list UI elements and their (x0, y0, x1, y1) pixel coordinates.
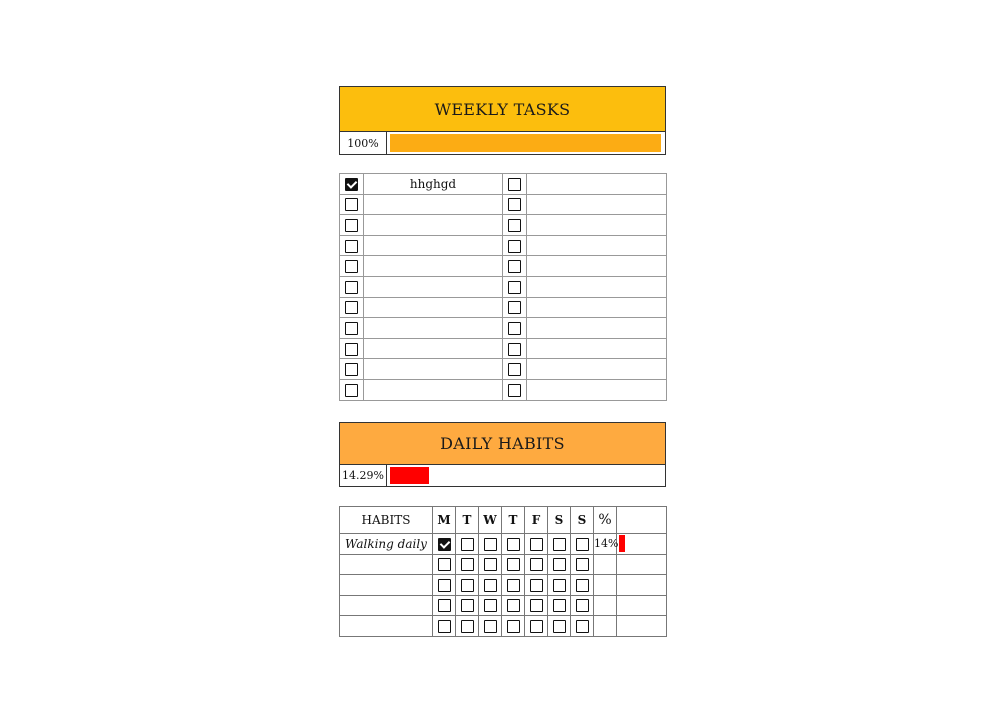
task-text[interactable] (364, 235, 503, 256)
task-right-check-cell (503, 297, 527, 318)
habit-day-cell (479, 534, 502, 555)
habit-bar-cell (617, 575, 667, 596)
task-checkbox[interactable] (508, 178, 521, 191)
task-left-check-cell (340, 379, 364, 400)
habit-day-cell (433, 595, 456, 616)
task-checkbox[interactable] (508, 281, 521, 294)
task-checkbox[interactable] (345, 363, 358, 376)
weekly-progress-label: 100% (340, 132, 387, 154)
task-left-check-cell (340, 235, 364, 256)
daily-progress-label: 14.29% (340, 465, 387, 486)
table-row (340, 379, 667, 400)
table-row (340, 297, 667, 318)
day-header: T (456, 507, 479, 534)
habit-percent (594, 575, 617, 596)
task-checkbox[interactable] (508, 384, 521, 397)
task-checkbox[interactable] (508, 260, 521, 273)
task-checkbox[interactable] (508, 343, 521, 356)
habit-day-cell (548, 554, 571, 575)
habit-day-cell (502, 595, 525, 616)
day-header: S (571, 507, 594, 534)
table-row (340, 215, 667, 236)
habit-bar-cell (617, 554, 667, 575)
habit-checkbox[interactable] (553, 620, 566, 633)
habit-checkbox[interactable] (461, 579, 474, 592)
task-text[interactable] (364, 318, 503, 339)
task-left-check-cell (340, 174, 364, 195)
task-checkbox[interactable] (508, 322, 521, 335)
habit-checkbox[interactable] (530, 579, 543, 592)
habit-checkbox[interactable] (461, 620, 474, 633)
habit-day-cell (525, 554, 548, 575)
task-checkbox[interactable] (345, 260, 358, 273)
habit-checkbox[interactable] (553, 579, 566, 592)
habit-checkbox[interactable] (576, 558, 589, 571)
bar-header (617, 507, 667, 534)
habit-day-cell (525, 595, 548, 616)
task-text-2[interactable] (527, 194, 667, 215)
habit-checkbox[interactable] (507, 620, 520, 633)
task-right-check-cell (503, 174, 527, 195)
habit-checkbox[interactable] (484, 599, 497, 612)
habit-day-cell (502, 616, 525, 637)
habit-checkbox[interactable] (484, 538, 497, 551)
habit-day-cell (548, 595, 571, 616)
habit-checkbox[interactable] (530, 620, 543, 633)
task-text[interactable] (364, 256, 503, 277)
task-text-2[interactable] (527, 276, 667, 297)
habit-checkbox[interactable] (484, 558, 497, 571)
habit-day-cell (479, 554, 502, 575)
habit-checkbox[interactable] (530, 558, 543, 571)
task-text[interactable] (364, 215, 503, 236)
daily-progress-row (339, 465, 666, 487)
task-right-check-cell (503, 194, 527, 215)
task-text-2[interactable] (527, 297, 667, 318)
task-checkbox[interactable] (345, 240, 358, 253)
task-checkbox[interactable] (345, 301, 358, 314)
habit-day-cell (456, 534, 479, 555)
habit-day-cell (571, 595, 594, 616)
task-text-2[interactable] (527, 174, 667, 195)
task-left-check-cell (340, 359, 364, 380)
habit-checkbox[interactable] (507, 558, 520, 571)
weekly-tasks-header (339, 86, 666, 132)
task-checkbox[interactable] (345, 384, 358, 397)
habit-name[interactable] (340, 595, 433, 616)
habit-checkbox[interactable] (530, 538, 543, 551)
habit-checkbox[interactable] (438, 558, 451, 571)
habit-day-cell (433, 534, 456, 555)
task-text[interactable] (364, 297, 503, 318)
task-right-check-cell (503, 338, 527, 359)
task-right-check-cell (503, 359, 527, 380)
habit-day-cell (571, 554, 594, 575)
weekly-progress-row (339, 132, 666, 155)
habits-column-header: HABITS (340, 507, 433, 534)
task-checkbox[interactable] (508, 363, 521, 376)
habit-checkbox[interactable] (507, 538, 520, 551)
task-right-check-cell (503, 379, 527, 400)
habit-day-cell (525, 575, 548, 596)
habit-checkbox[interactable] (461, 599, 474, 612)
habit-day-cell (571, 575, 594, 596)
habit-day-cell (479, 595, 502, 616)
habits-table (339, 506, 667, 637)
table-row (340, 256, 667, 277)
daily-habits-title: DAILY HABITS (440, 434, 565, 453)
task-left-check-cell (340, 297, 364, 318)
task-text-2[interactable] (527, 379, 667, 400)
habit-bar-cell (617, 595, 667, 616)
habit-percent (594, 616, 617, 637)
task-text-2[interactable] (527, 235, 667, 256)
habit-day-cell (548, 534, 571, 555)
habit-percent (594, 554, 617, 575)
table-row (340, 318, 667, 339)
table-row (340, 616, 667, 637)
table-row (340, 194, 667, 215)
habit-day-cell (571, 616, 594, 637)
habit-bar-cell (617, 534, 667, 555)
task-text[interactable] (364, 338, 503, 359)
habits-header-row (340, 507, 667, 534)
day-header: F (525, 507, 548, 534)
habit-checkbox[interactable] (438, 579, 451, 592)
habit-checkbox[interactable] (461, 558, 474, 571)
habit-progress-bar (619, 535, 625, 552)
task-checkbox[interactable] (345, 322, 358, 335)
habit-checkbox[interactable] (553, 599, 566, 612)
task-left-check-cell (340, 338, 364, 359)
habit-day-cell (571, 534, 594, 555)
table-row (340, 174, 667, 195)
habit-day-cell (433, 616, 456, 637)
daily-habits-header (339, 422, 666, 465)
habit-checkbox[interactable] (484, 620, 497, 633)
table-row (340, 575, 667, 596)
habit-day-cell (433, 575, 456, 596)
table-row (340, 276, 667, 297)
task-text[interactable] (364, 359, 503, 380)
percent-header: % (594, 507, 617, 534)
task-checkbox[interactable] (508, 198, 521, 211)
habit-day-cell (548, 575, 571, 596)
task-left-check-cell (340, 215, 364, 236)
task-text[interactable] (364, 194, 503, 215)
weekly-tasks-title: WEEKLY TASKS (434, 99, 571, 119)
day-header: T (502, 507, 525, 534)
habit-day-cell (479, 616, 502, 637)
habit-bar-cell (617, 616, 667, 637)
habit-day-cell (548, 616, 571, 637)
task-left-check-cell (340, 256, 364, 277)
task-checkbox[interactable] (508, 219, 521, 232)
task-checkbox[interactable] (508, 240, 521, 253)
task-right-check-cell (503, 256, 527, 277)
habit-name[interactable] (340, 616, 433, 637)
habit-checkbox[interactable] (438, 538, 451, 551)
table-row (340, 235, 667, 256)
task-checkbox[interactable] (345, 178, 358, 191)
task-right-check-cell (503, 318, 527, 339)
task-text[interactable]: hhghgd (364, 174, 503, 195)
task-left-check-cell (340, 194, 364, 215)
habit-day-cell (456, 616, 479, 637)
task-right-check-cell (503, 276, 527, 297)
daily-progress-fill (390, 467, 429, 484)
habit-name[interactable] (340, 554, 433, 575)
task-right-check-cell (503, 235, 527, 256)
day-header: W (479, 507, 502, 534)
habit-checkbox[interactable] (576, 599, 589, 612)
weekly-progress-fill (390, 134, 661, 152)
habit-day-cell (456, 554, 479, 575)
habit-checkbox[interactable] (553, 538, 566, 551)
habit-checkbox[interactable] (530, 599, 543, 612)
habit-checkbox[interactable] (553, 558, 566, 571)
habit-day-cell (433, 554, 456, 575)
task-checkbox[interactable] (345, 343, 358, 356)
weekly-tasks-table (339, 173, 667, 401)
table-row (340, 595, 667, 616)
habit-name[interactable]: Walking daily (340, 534, 433, 555)
day-header: M (433, 507, 456, 534)
habit-day-cell (456, 595, 479, 616)
task-checkbox[interactable] (345, 281, 358, 294)
habit-day-cell (502, 534, 525, 555)
task-text-2[interactable] (527, 318, 667, 339)
task-text-2[interactable] (527, 215, 667, 236)
table-row (340, 359, 667, 380)
daily-progress-track (387, 465, 665, 486)
habit-checkbox[interactable] (438, 620, 451, 633)
task-checkbox[interactable] (345, 198, 358, 211)
day-header: S (548, 507, 571, 534)
habit-name[interactable] (340, 575, 433, 596)
habit-checkbox[interactable] (507, 599, 520, 612)
habit-checkbox[interactable] (484, 579, 497, 592)
habit-day-cell (525, 616, 548, 637)
habit-checkbox[interactable] (576, 620, 589, 633)
task-text[interactable] (364, 276, 503, 297)
task-left-check-cell (340, 276, 364, 297)
task-left-check-cell (340, 318, 364, 339)
habit-day-cell (525, 534, 548, 555)
table-row (340, 554, 667, 575)
habit-checkbox[interactable] (576, 538, 589, 551)
habit-checkbox[interactable] (438, 599, 451, 612)
task-right-check-cell (503, 215, 527, 236)
habit-day-cell (502, 575, 525, 596)
habit-checkbox[interactable] (576, 579, 589, 592)
habit-percent (594, 595, 617, 616)
habit-day-cell (456, 575, 479, 596)
habit-day-cell (502, 554, 525, 575)
weekly-progress-track (387, 132, 665, 154)
table-row (340, 534, 667, 555)
table-row (340, 338, 667, 359)
habit-checkbox[interactable] (507, 579, 520, 592)
habit-checkbox[interactable] (461, 538, 474, 551)
habit-percent: 14% (594, 534, 617, 555)
task-text[interactable] (364, 379, 503, 400)
task-checkbox[interactable] (345, 219, 358, 232)
task-text-2[interactable] (527, 338, 667, 359)
task-text-2[interactable] (527, 359, 667, 380)
habit-day-cell (479, 575, 502, 596)
task-checkbox[interactable] (508, 301, 521, 314)
task-text-2[interactable] (527, 256, 667, 277)
